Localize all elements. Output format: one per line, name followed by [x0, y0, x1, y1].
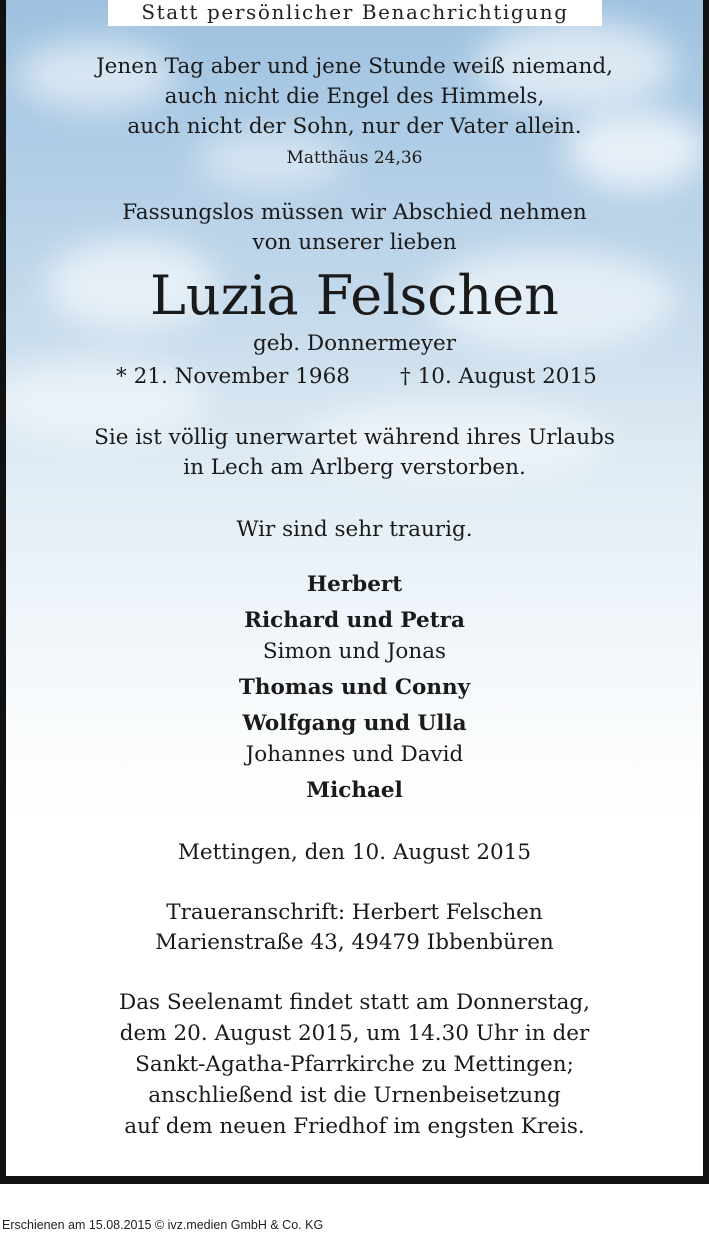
mourner-name: Michael: [306, 778, 403, 803]
mourner-name: Johannes und David: [245, 742, 464, 767]
address-line: Traueranschrift: Herbert Felschen: [166, 900, 543, 925]
service-line: Das Seelenamt findet statt am Donnerstag,: [119, 990, 590, 1015]
verse-reference: Matthäus 24,36: [286, 148, 423, 168]
circumstances-line: in Lech am Arlberg verstorben.: [183, 455, 526, 480]
service-line: anschließend ist die Urnenbeisetzung: [148, 1083, 561, 1108]
service-line: dem 20. August 2015, um 14.30 Uhr in der: [119, 1021, 590, 1046]
verse-line: auch nicht die Engel des Himmels,: [164, 84, 545, 109]
maiden-name: geb. Donnermeyer: [252, 331, 457, 356]
deceased-name: Luzia Felschen: [150, 264, 559, 327]
mourner-name: Simon und Jonas: [262, 639, 447, 664]
circumstances-line: Sie ist völlig unerwartet während ihres Urlaubs: [94, 425, 615, 450]
mourner-name: Richard und Petra: [244, 608, 465, 633]
header-title: Statt persönlicher Benachrichtigung: [108, 0, 602, 26]
address-line: Marienstraße 43, 49479 Ibbenbüren: [155, 930, 554, 955]
service-line: auf dem neuen Friedhof im engsten Kreis.: [124, 1114, 585, 1139]
mourner-name: Herbert: [306, 572, 403, 597]
verse-line: Jenen Tag aber und jene Stunde weiß niemand,: [96, 54, 613, 79]
intro-line: von unserer lieben: [252, 230, 457, 255]
death-date: † 10. August 2015: [400, 364, 597, 389]
birth-date: * 21. November 1968: [116, 364, 350, 389]
mourner-name: Wolfgang und Ulla: [242, 711, 467, 736]
sentiment: Wir sind sehr traurig.: [236, 517, 473, 542]
service-line: Sankt-Agatha-Pfarrkirche zu Mettingen;: [135, 1052, 574, 1077]
place-date: Mettingen, den 10. August 2015: [177, 840, 532, 865]
intro-line: Fassungslos müssen wir Abschied nehmen: [122, 200, 587, 225]
mourner-name: Thomas und Conny: [238, 675, 471, 700]
publication-footer: Erschienen am 15.08.2015 © ivz.medien GmbH & Co. KG: [2, 1218, 324, 1232]
verse-line: auch nicht der Sohn, nur der Vater allein.: [127, 114, 582, 139]
